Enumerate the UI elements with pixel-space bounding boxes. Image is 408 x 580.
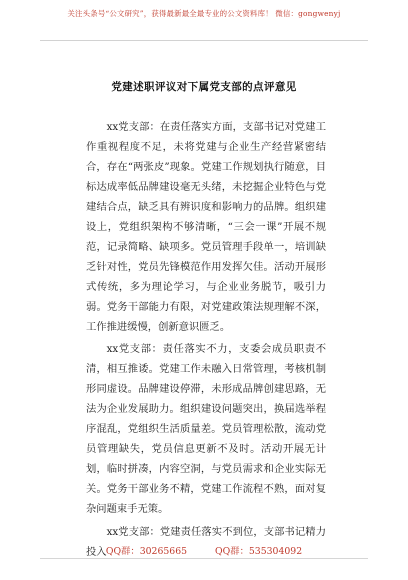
body-paragraph-3: xx党支部：党建责任落实不到位，支部书记精力投入 (86, 526, 326, 559)
footer-divider (40, 558, 368, 559)
body-paragraph-2: xx党支部：责任落实不力，支委会成员职责不清，相互推诿。党建工作未融入日常管理，考核机制形同虚设。品牌建设停滞，未形成品牌创建思路，无法为企业发展助力。组织建设问题突出，换届选举程序混乱，党组织生活质量差。党员管理松散，流动党员管理缺失，党员信息更新不及时。活动开展无计划，临时拼凑，内容空洞，与党员需求和企业实际无关。党务干部业务不精，党建工作流程不熟，面对复杂问题束手无策。 (86, 343, 326, 516)
document-title: 党建述职评议对下属党支部的点评意见 (111, 81, 297, 93)
document-body (86, 118, 326, 563)
promo-banner: 关注头条号“公文研究”，获得最新最全最专业的公文资料库！ 微信：gongwenyj (67, 9, 341, 18)
qq-group-2: QQ群：535304092 (215, 546, 303, 557)
footer-contact (0, 543, 408, 557)
body-paragraph-1: xx党支部：在责任落实方面，支部书记对党建工作重视程度不足，未将党建与企业生产经营紧密结合，存在“两张皮”现象。党建工作规划执行随意，目标达成率低品牌建设毫无头绪，未挖掘企业特色与党建结合点，缺乏具有辨识度和影响力的品牌。组织建设上，党组织架构不够清晰，“三会一课”开展不规范，记录简略、缺项多。党员管理手段单一，培训缺乏针对性，党员先锋模范作用发挥欠佳。活动开展形式传统，多为理论学习，与企业业务脱节，吸引力弱。党务干部能力有限，对党建政策法规理解不深，工作推进缓慢，创新意识匮乏。 (86, 121, 326, 333)
header-divider (40, 40, 368, 41)
qq-group-1: QQ群：30265665 (105, 546, 188, 557)
